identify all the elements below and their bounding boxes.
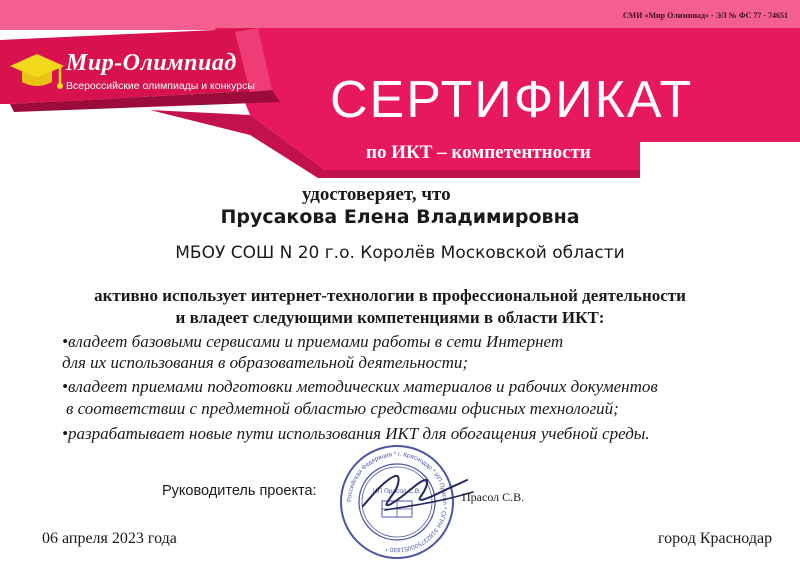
certifies-text: удостоверяет, что [302,184,451,205]
issue-city: город Краснодар [658,530,773,547]
certificate-title: СЕРТИФИКАТ [330,71,694,129]
registry-line: СМИ «Мир Олимпиад» - ЭЛ № ФС 77 - 74651 [622,11,788,20]
signer-name: Прасол С.В. [462,490,525,504]
competency-item: •разрабатывает новые пути использования ИКТ для обогащения учебной среды. [62,424,650,443]
logo-subtitle: Всероссийские олимпиады и конкурсы [66,80,255,92]
competency-item-continuation: для их использования в образовательной деятельности; [62,353,469,372]
competency-item-continuation: в соответствии с предметной областью средствами офисных технологий; [66,399,619,418]
recipient-organization: МБОУ СОШ N 20 г.о. Королёв Московской области [175,243,625,263]
issue-date: 06 апреля 2023 года [42,530,177,547]
logo-title: Мир-Олимпиад [66,50,237,76]
recipient-name: Прусакова Елена Владимировна [220,206,580,228]
statement-line-1: активно использует интернет-технологии в профессиональной деятельности [94,286,686,305]
graduation-cap-icon [6,46,68,98]
certificate-subtitle: по ИКТ – компетентности [366,142,591,163]
seal-ring-text: Российская Федерация * г. Краснодар * ИП Прасол * ОГРН 318237500051830 * [345,450,449,554]
competency-item: •владеет приемами подготовки методических материалов и рабочих документов [62,377,658,396]
statement-line-2: и владеет следующими компетенциями в области ИКТ: [175,308,605,327]
seal-center-text: ИП Прасол С.В. [372,488,422,495]
director-label: Руководитель проекта: [162,483,317,499]
competency-item: •владеет базовыми сервисами и приемами работы в сети Интернет [62,332,564,351]
